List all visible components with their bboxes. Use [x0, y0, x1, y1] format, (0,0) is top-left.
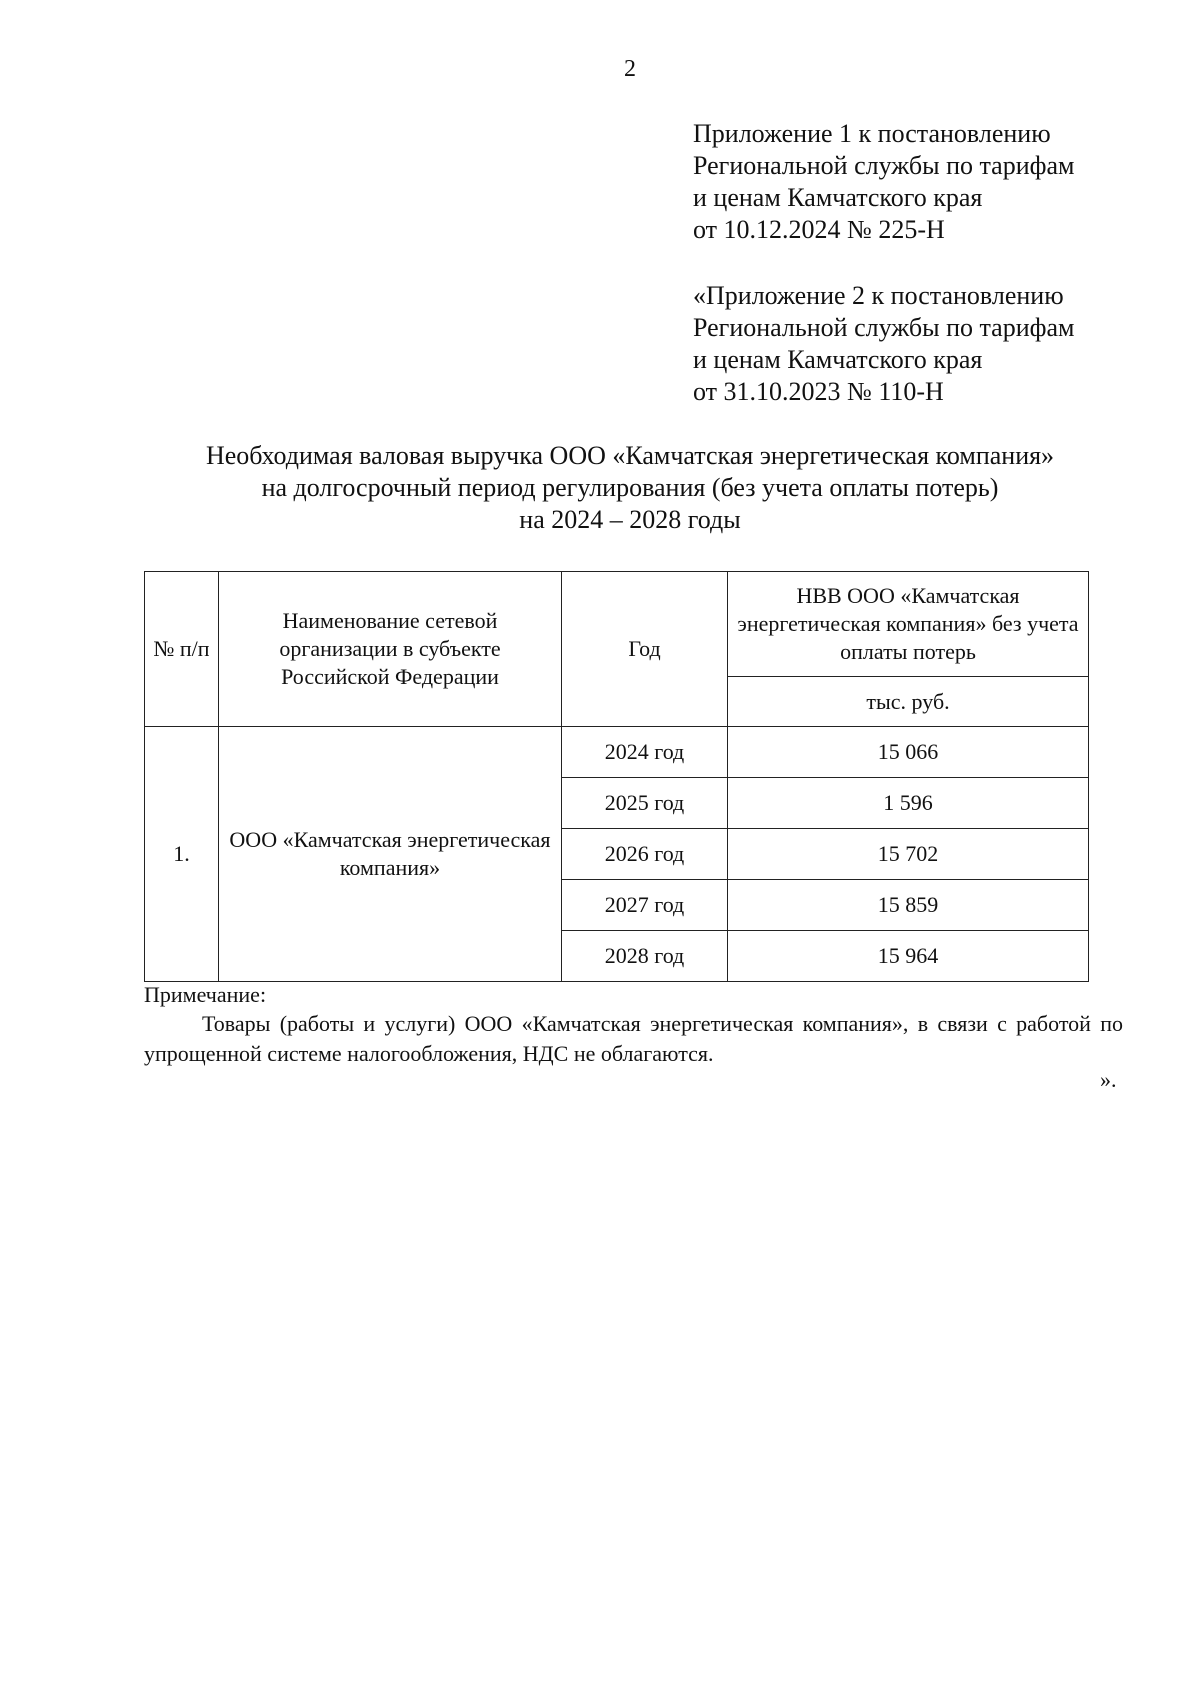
page-number: 2	[624, 56, 636, 82]
appendix-2-header	[693, 280, 1074, 408]
appendix-2-line: «Приложение 2 к постановлению	[693, 281, 1064, 310]
year-cell: 2025 год	[562, 778, 728, 829]
year-cell: 2027 год	[562, 880, 728, 931]
value-cell: 15 702	[728, 829, 1089, 880]
table-row	[145, 727, 1089, 778]
note-text: Товары (работы и услуги) ООО «Камчатская энергетическая компания», в связи с работой по упрощенной системе налогообложения, НДС не облагаются.	[144, 1011, 1123, 1066]
closing-quote: ».	[1100, 1067, 1117, 1092]
appendix-1-header	[693, 118, 1074, 246]
nvv-table	[144, 571, 1089, 982]
appendix-2-line: от 31.10.2023 № 110-Н	[693, 377, 944, 406]
header-num: № п/п	[145, 572, 219, 727]
document-title	[0, 440, 1200, 536]
appendix-1-line: Приложение 1 к постановлению	[693, 119, 1051, 148]
appendix-2-line: и ценам Камчатского края	[693, 345, 983, 374]
note-title: Примечание:	[144, 982, 267, 1007]
title-line: на долгосрочный период регулирования (без учета оплаты потерь)	[261, 473, 999, 502]
year-cell: 2024 год	[562, 727, 728, 778]
title-line: на 2024 – 2028 годы	[519, 505, 741, 534]
row-number: 1.	[145, 727, 219, 982]
appendix-2-line: Региональной службы по тарифам	[693, 313, 1075, 342]
value-cell: 15 859	[728, 880, 1089, 931]
value-cell: 15 964	[728, 931, 1089, 982]
header-value: НВВ ООО «Камчатская энергетическая компания» без учета оплаты потерь	[728, 572, 1089, 677]
value-cell: 1 596	[728, 778, 1089, 829]
appendix-1-line: от 10.12.2024 № 225-Н	[693, 215, 945, 244]
year-cell: 2028 год	[562, 931, 728, 982]
organization-name: ООО «Камчатская энергетическая компания»	[219, 727, 562, 982]
appendix-1-line: Региональной службы по тарифам	[693, 151, 1075, 180]
value-cell: 15 066	[728, 727, 1089, 778]
table-header-row	[145, 572, 1089, 677]
appendix-1-line: и ценам Камчатского края	[693, 183, 983, 212]
title-line: Необходимая валовая выручка ООО «Камчатская энергетическая компания»	[205, 441, 1055, 470]
header-unit: тыс. руб.	[728, 677, 1089, 727]
header-organization: Наименование сетевой организации в субъекте Российской Федерации	[219, 572, 562, 727]
year-cell: 2026 год	[562, 829, 728, 880]
header-year: Год	[562, 572, 728, 727]
